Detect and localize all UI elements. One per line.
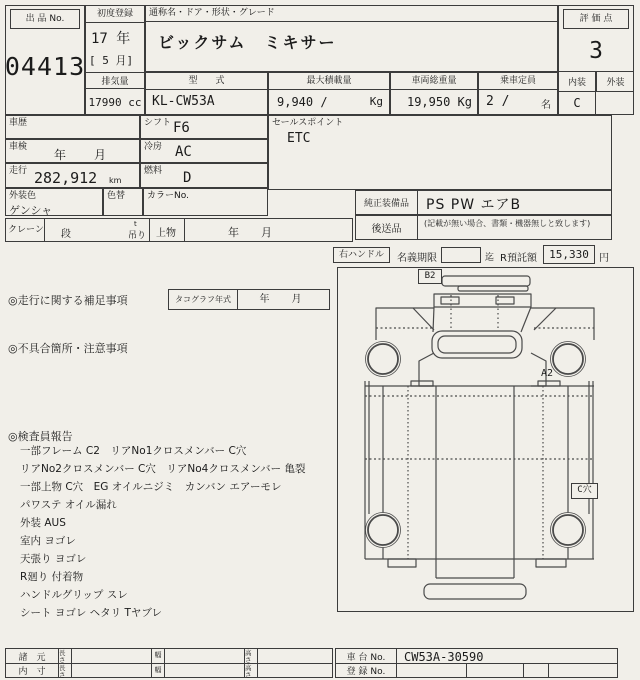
history-box bbox=[5, 115, 140, 139]
inspector-line: 室内 ヨゴレ bbox=[20, 535, 76, 547]
deposit-value: 15,330 bbox=[543, 245, 595, 264]
ac-label: 冷房 bbox=[144, 142, 163, 152]
crane-tsuri: 吊り bbox=[128, 231, 147, 241]
model-value: KL-CW53A bbox=[152, 94, 215, 109]
lot-number-value: 04413 bbox=[4, 51, 86, 81]
inspector-title: ◎検査員報告 bbox=[8, 430, 73, 443]
interior-value: C bbox=[559, 92, 596, 114]
sales-point-box bbox=[268, 115, 612, 190]
dimensions-table bbox=[5, 648, 333, 678]
fuel-value: D bbox=[183, 170, 192, 186]
score-value: 3 bbox=[589, 38, 603, 64]
later-items-label: 後送品 bbox=[356, 216, 418, 239]
dims-height-label: 高さ bbox=[244, 649, 258, 663]
inspector-line: パワステ オイル漏れ bbox=[20, 499, 117, 511]
vehicle-name-value: ビックサム ミキサー bbox=[158, 33, 337, 52]
ext-color-value: ゲンシャ bbox=[9, 204, 53, 217]
inspector-line: 天張り ヨゴレ bbox=[20, 553, 87, 565]
inspection-label: 車検 bbox=[9, 142, 28, 152]
inner-length-label: 長さ bbox=[58, 664, 72, 677]
chassis-no-label: 車 台 No. bbox=[346, 652, 386, 663]
mileage-unit: km bbox=[109, 176, 122, 185]
lot-number-label: 出 品 No. bbox=[10, 9, 80, 29]
sales-point-label: セールスポイント bbox=[272, 118, 344, 128]
rhd-badge: 右ハンドル bbox=[333, 247, 390, 263]
chassis-no-value: CW53A-30590 bbox=[404, 650, 484, 664]
crane-dan: 段 bbox=[61, 229, 71, 240]
ownership-limit-field bbox=[441, 247, 481, 263]
max-load-value: 9,940 / bbox=[277, 95, 328, 109]
model-label: 型 式 bbox=[146, 73, 267, 90]
inspector-line: リアNo2クロスメンバー C穴 リアNo4クロスメンバー 亀裂 bbox=[20, 463, 306, 475]
gross-weight-label: 車両総重量 bbox=[391, 73, 477, 90]
color-change-label: 色替 bbox=[107, 191, 126, 201]
reg-cell-divider-2 bbox=[523, 664, 524, 677]
supplement-title: ◎走行に関する補足事項 bbox=[8, 294, 128, 307]
oem-equip-value: PS PW エアB bbox=[426, 197, 522, 213]
crane-label: クレーン bbox=[8, 225, 44, 235]
gross-weight-value: 19,950 Kg bbox=[406, 95, 472, 109]
max-load-label: 最大積載量 bbox=[269, 73, 389, 90]
damage-label-c-hole: C穴 bbox=[571, 483, 598, 499]
capacity-box bbox=[478, 72, 558, 115]
shift-value: F6 bbox=[173, 120, 190, 136]
max-load-box bbox=[268, 72, 390, 115]
handle-row bbox=[333, 245, 634, 265]
fuel-box bbox=[140, 163, 268, 188]
inner-row-label: 内 寸 bbox=[18, 667, 46, 677]
capacity-label: 乗車定員 bbox=[479, 73, 557, 90]
inner-width-label: 幅 bbox=[151, 664, 165, 677]
vehicle-name-label: 通称名・ドア・形状・グレード bbox=[146, 6, 557, 22]
truck-top-view bbox=[338, 268, 633, 611]
model-box bbox=[145, 72, 268, 115]
crane-row bbox=[5, 218, 353, 242]
inspector-line: R廻り 付着物 bbox=[20, 571, 84, 583]
mileage-box bbox=[5, 163, 140, 188]
displacement-value: 17990 cc bbox=[88, 96, 142, 109]
shift-label: シフト bbox=[144, 118, 172, 128]
interior-label: 内装 bbox=[559, 71, 596, 92]
crane-t: t bbox=[134, 220, 137, 228]
ext-color-box bbox=[5, 188, 103, 216]
lot-number-box bbox=[5, 5, 85, 115]
reg-cell-divider-3 bbox=[548, 664, 549, 677]
color-no-label: カラーNo. bbox=[147, 191, 189, 201]
ac-value: AC bbox=[175, 144, 192, 160]
first-reg-label: 初度登録 bbox=[86, 6, 144, 23]
color-no-box bbox=[143, 188, 268, 216]
later-items-note: (記載が無い場合、書類・機器無しと致します) bbox=[424, 219, 591, 228]
inspector-line: 一部上物 C穴 EG オイルニジミ カンバン エアーモレ bbox=[20, 481, 282, 493]
inner-height-label: 高さ bbox=[244, 664, 258, 677]
ext-color-label: 外装色 bbox=[9, 191, 37, 201]
first-reg-year: 17 年 bbox=[91, 31, 131, 47]
first-reg-month: [ 5 月] bbox=[89, 54, 134, 67]
mileage-value: 282,912 bbox=[34, 169, 98, 187]
vehicle-name-box bbox=[145, 5, 558, 72]
damage-label-b2: B2 bbox=[418, 269, 442, 284]
exterior-label: 外装 bbox=[596, 71, 634, 92]
deposit-label: R預託額 bbox=[500, 253, 537, 264]
capacity-value: 2 / bbox=[486, 94, 510, 109]
later-items-box bbox=[355, 215, 612, 240]
dims-row-label: 諸 元 bbox=[18, 652, 46, 663]
inspection-value: 年 月 bbox=[54, 148, 115, 162]
crane-date: 年 月 bbox=[228, 226, 272, 239]
crane-divider-3 bbox=[184, 219, 185, 241]
made-label: 迄 bbox=[485, 253, 495, 263]
reg-no-label: 登 録 No. bbox=[346, 667, 386, 677]
ownership-limit-label: 名義期限 bbox=[397, 253, 437, 264]
inspector-line: 一部フレーム C2 リアNo1クロスメンバー C穴 bbox=[20, 445, 247, 457]
chassis-table bbox=[335, 648, 618, 678]
reg-cell-divider-1 bbox=[466, 664, 467, 677]
inspection-box bbox=[5, 139, 140, 163]
sales-point-value: ETC bbox=[287, 131, 311, 146]
oem-equip-label: 純正装備品 bbox=[356, 191, 418, 214]
displacement-label: 排気量 bbox=[86, 72, 144, 89]
exterior-value bbox=[596, 92, 634, 114]
yen-label: 円 bbox=[599, 253, 609, 264]
color-change-box bbox=[103, 188, 143, 216]
inspector-line: ハンドルグリップ スレ bbox=[20, 589, 128, 601]
ac-box bbox=[140, 139, 268, 163]
capacity-unit: 名 bbox=[541, 100, 551, 111]
chassis-label-divider bbox=[396, 649, 397, 677]
inspector-line: シート ヨゴレ ヘタリ Tヤブレ bbox=[20, 607, 163, 619]
crane-divider-1 bbox=[44, 219, 45, 241]
crane-divider-2 bbox=[149, 219, 150, 241]
tacho-value: 年 月 bbox=[237, 289, 330, 310]
inspector-line: 外装 AUS bbox=[20, 517, 66, 529]
damage-label-a2: A2 bbox=[541, 368, 554, 379]
dims-length-label: 長さ bbox=[58, 649, 72, 663]
gross-weight-box bbox=[390, 72, 478, 115]
first-reg-box bbox=[85, 5, 145, 115]
score-label: 評 価 点 bbox=[563, 9, 629, 29]
shift-box bbox=[140, 115, 268, 139]
defects-title: ◎不具合箇所・注意事項 bbox=[8, 342, 128, 355]
fuel-label: 燃料 bbox=[144, 166, 163, 176]
score-box bbox=[558, 5, 634, 115]
max-load-unit: Kg bbox=[369, 95, 383, 108]
inspector-report bbox=[20, 442, 335, 622]
dims-width-label: 幅 bbox=[151, 649, 165, 663]
crane-uwamono: 上物 bbox=[156, 228, 176, 239]
tacho-label: タコグラフ年式 bbox=[168, 289, 238, 310]
history-label: 車歴 bbox=[9, 118, 28, 128]
vehicle-diagram-box bbox=[337, 267, 634, 612]
mileage-label: 走行 bbox=[9, 166, 28, 176]
oem-equip-box bbox=[355, 190, 612, 215]
